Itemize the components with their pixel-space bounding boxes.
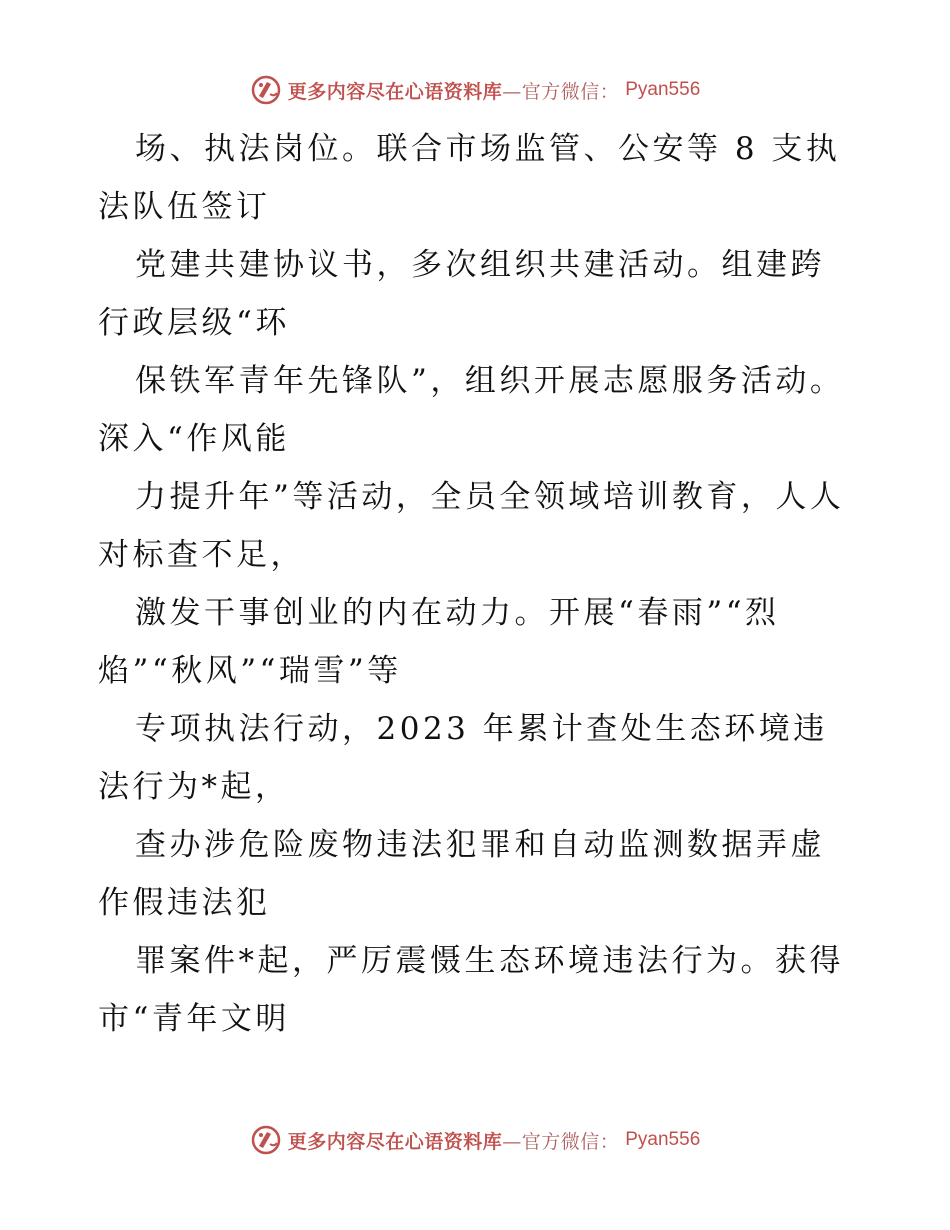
footer-watermark <box>0 1120 950 1160</box>
watermark-subtitle: 官方微信： <box>521 1130 620 1153</box>
watermark-text <box>288 77 620 104</box>
paragraph: 力提升年”等活动，全员全领域培训教育，人人对标查不足， <box>98 479 845 573</box>
paragraph: 激发干事创业的内在动力。开展“春雨”“烈焰”“秋风”“瑞雪”等 <box>98 595 780 689</box>
watermark-subtitle: 官方微信： <box>521 80 620 103</box>
watermark-title: 更多内容尽在心语资料库 <box>287 80 503 103</box>
paragraph: 查办涉危险废物违法犯罪和自动监测数据弄虚作假违法犯 <box>98 827 825 921</box>
paragraph: 专项执法行动，2023 年累计查处生态环境违法行为*起， <box>98 711 828 805</box>
header-watermark <box>0 70 950 110</box>
paragraph: 场、执法岗位。联合市场监管、公安等 8 支执法队伍签订 <box>98 131 841 225</box>
paragraph: 罪案件*起，严厉震慑生态环境违法行为。获得市“青年文明 <box>98 943 844 1037</box>
document-body <box>98 120 858 1048</box>
watermark-text <box>288 1127 620 1154</box>
watermark-wechat-id: Pyan556 <box>625 79 701 100</box>
brand-seal-icon <box>250 74 282 106</box>
brand-seal-icon <box>250 1124 282 1156</box>
watermark-dash: — <box>502 80 522 103</box>
watermark-dash: — <box>502 1130 522 1153</box>
paragraph: 保铁军青年先锋队”，组织开展志愿服务活动。深入“作风能 <box>98 363 845 457</box>
paragraph: 党建共建协议书，多次组织共建活动。组建跨行政层级“环 <box>98 247 825 341</box>
watermark-title: 更多内容尽在心语资料库 <box>287 1130 503 1153</box>
watermark-wechat-id: Pyan556 <box>625 1129 701 1150</box>
